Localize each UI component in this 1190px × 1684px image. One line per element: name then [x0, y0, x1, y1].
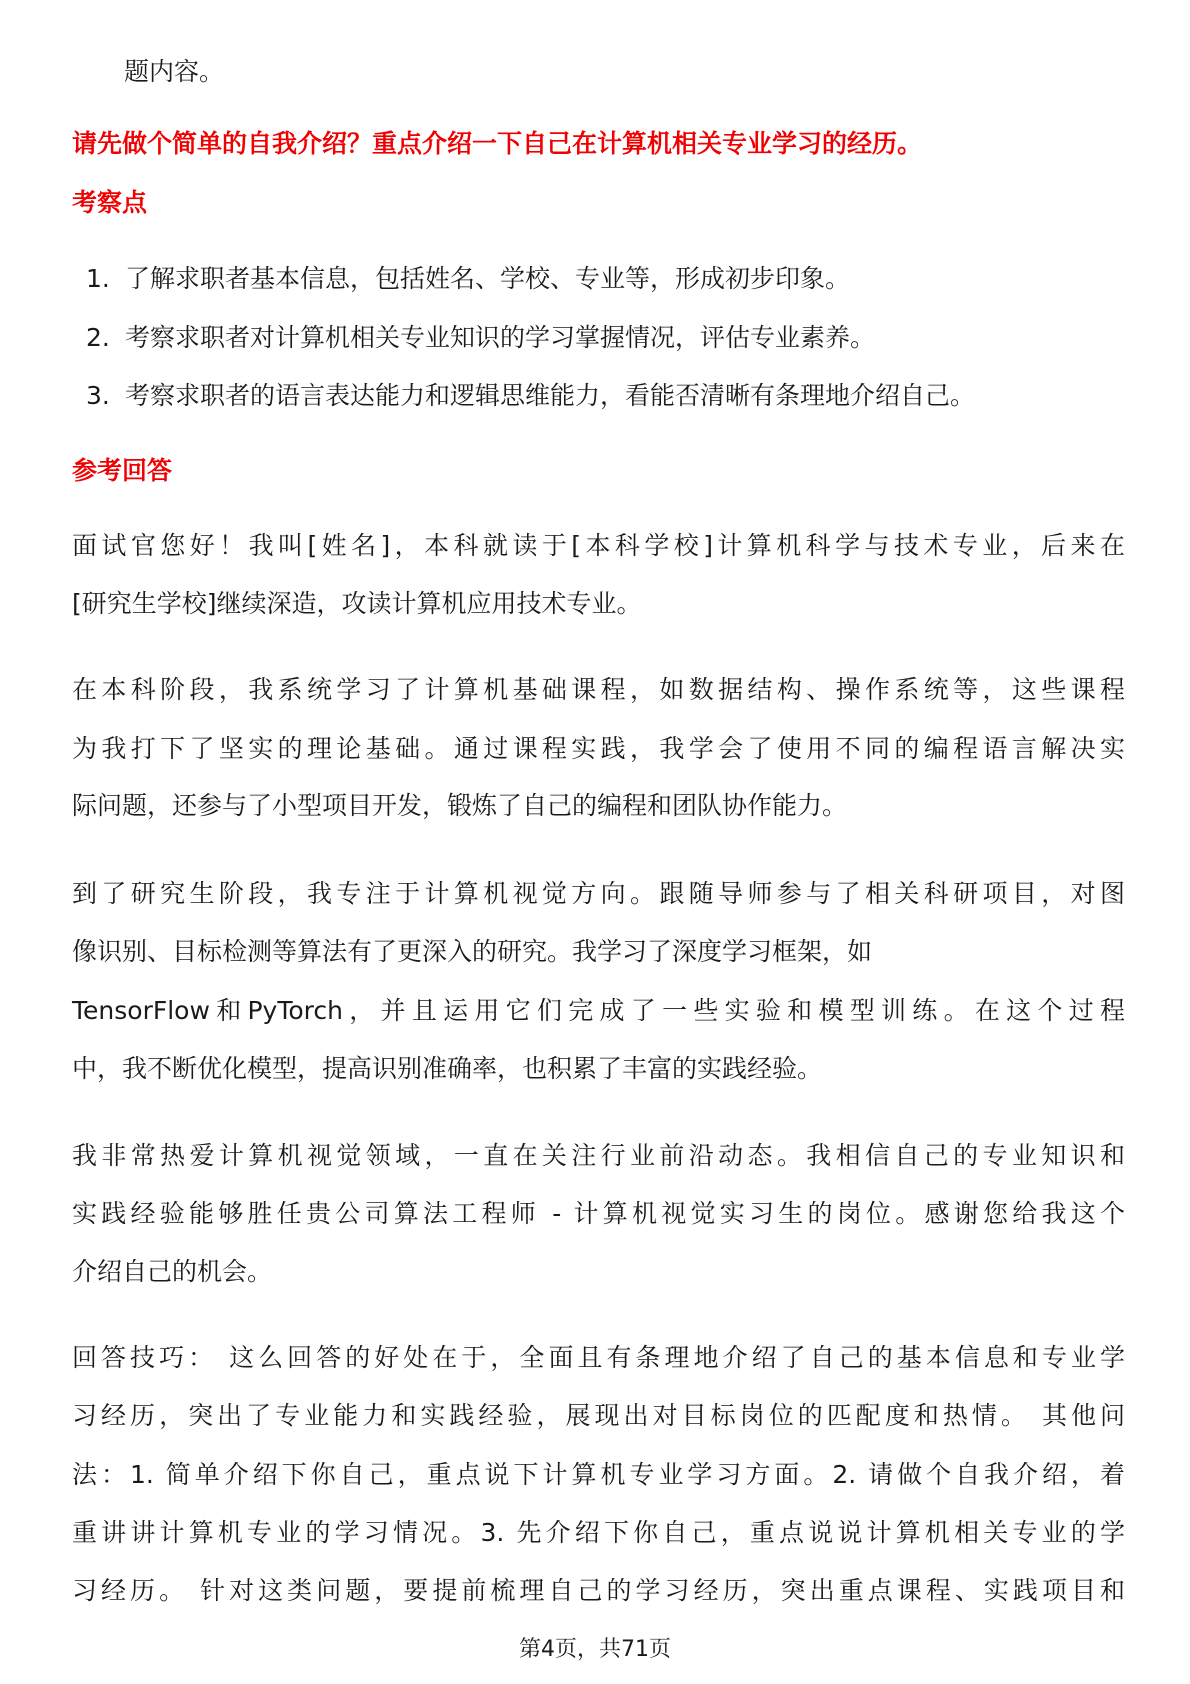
question-heading: 请先做个简单的自我介绍？重点介绍一下自己在计算机相关专业学习的经历。 [72, 129, 923, 158]
list-number: 2. [86, 323, 110, 352]
text-line: TensorFlow和PyTorch，并且运用它们完成了一些实验和模型训练。在这个过程 [72, 996, 1125, 1025]
answer-heading: 参考回答 [72, 456, 173, 485]
text-line: 中，我不断优化模型，提高识别准确率，也积累了丰富的实践经验。 [72, 1054, 823, 1083]
text-line: 际问题，还参与了小型项目开发，锻炼了自己的编程和团队协作能力。 [72, 791, 848, 820]
text-line: 法：1. 简单介绍下你自己，重点说下计算机专业学习方面。2. 请做个自我介绍，着 [72, 1460, 1125, 1489]
text-line: 介绍自己的机会。 [72, 1257, 273, 1286]
text-line: 实践经验能够胜任贵公司算法工程师 - 计算机视觉实习生的岗位。感谢您给我这个 [72, 1199, 1125, 1228]
list-item: 考察求职者对计算机相关专业知识的学习掌握情况，评估专业素养。 [125, 323, 876, 352]
text-line: 为我打下了坚实的理论基础。通过课程实践，我学会了使用不同的编程语言解决实 [72, 734, 1125, 763]
text-line: 在本科阶段，我系统学习了计算机基础课程，如数据结构、操作系统等，这些课程 [72, 675, 1125, 704]
points-heading: 考察点 [72, 188, 148, 217]
text-line: [研究生学校]继续深造，攻读计算机应用技术专业。 [72, 589, 642, 618]
text-line: 面试官您好！我叫[姓名]，本科就读于[本科学校]计算机科学与技术专业，后来在 [72, 531, 1125, 560]
text-line: 习经历。 针对这类问题，要提前梳理自己的学习经历，突出重点课程、实践项目和 [72, 1576, 1125, 1605]
list-number: 3. [86, 381, 110, 410]
list-item: 了解求职者基本信息，包括姓名、学校、专业等，形成初步印象。 [125, 264, 851, 293]
text-line: 习经历，突出了专业能力和实践经验，展现出对目标岗位的匹配度和热情。 其他问 [72, 1401, 1125, 1430]
continued-text: 题内容。 [124, 57, 225, 86]
text-line: 回答技巧： 这么回答的好处在于，全面且有条理地介绍了自己的基本信息和专业学 [72, 1343, 1125, 1372]
text-line: 我非常热爱计算机视觉领域，一直在关注行业前沿动态。我相信自己的专业知识和 [72, 1141, 1125, 1170]
list-number: 1. [86, 264, 110, 293]
text-line: 重讲讲计算机专业的学习情况。3. 先介绍下你自己，重点说说计算机相关专业的学 [72, 1518, 1125, 1547]
text-line: 到了研究生阶段，我专注于计算机视觉方向。跟随导师参与了相关科研项目，对图 [72, 879, 1125, 908]
text-line: 像识别、目标检测等算法有了更深入的研究。我学习了深度学习框架，如 [72, 937, 873, 966]
list-item: 考察求职者的语言表达能力和逻辑思维能力，看能否清晰有条理地介绍自己。 [125, 381, 976, 410]
page-number: 第4页，共71页 [519, 1637, 671, 1662]
